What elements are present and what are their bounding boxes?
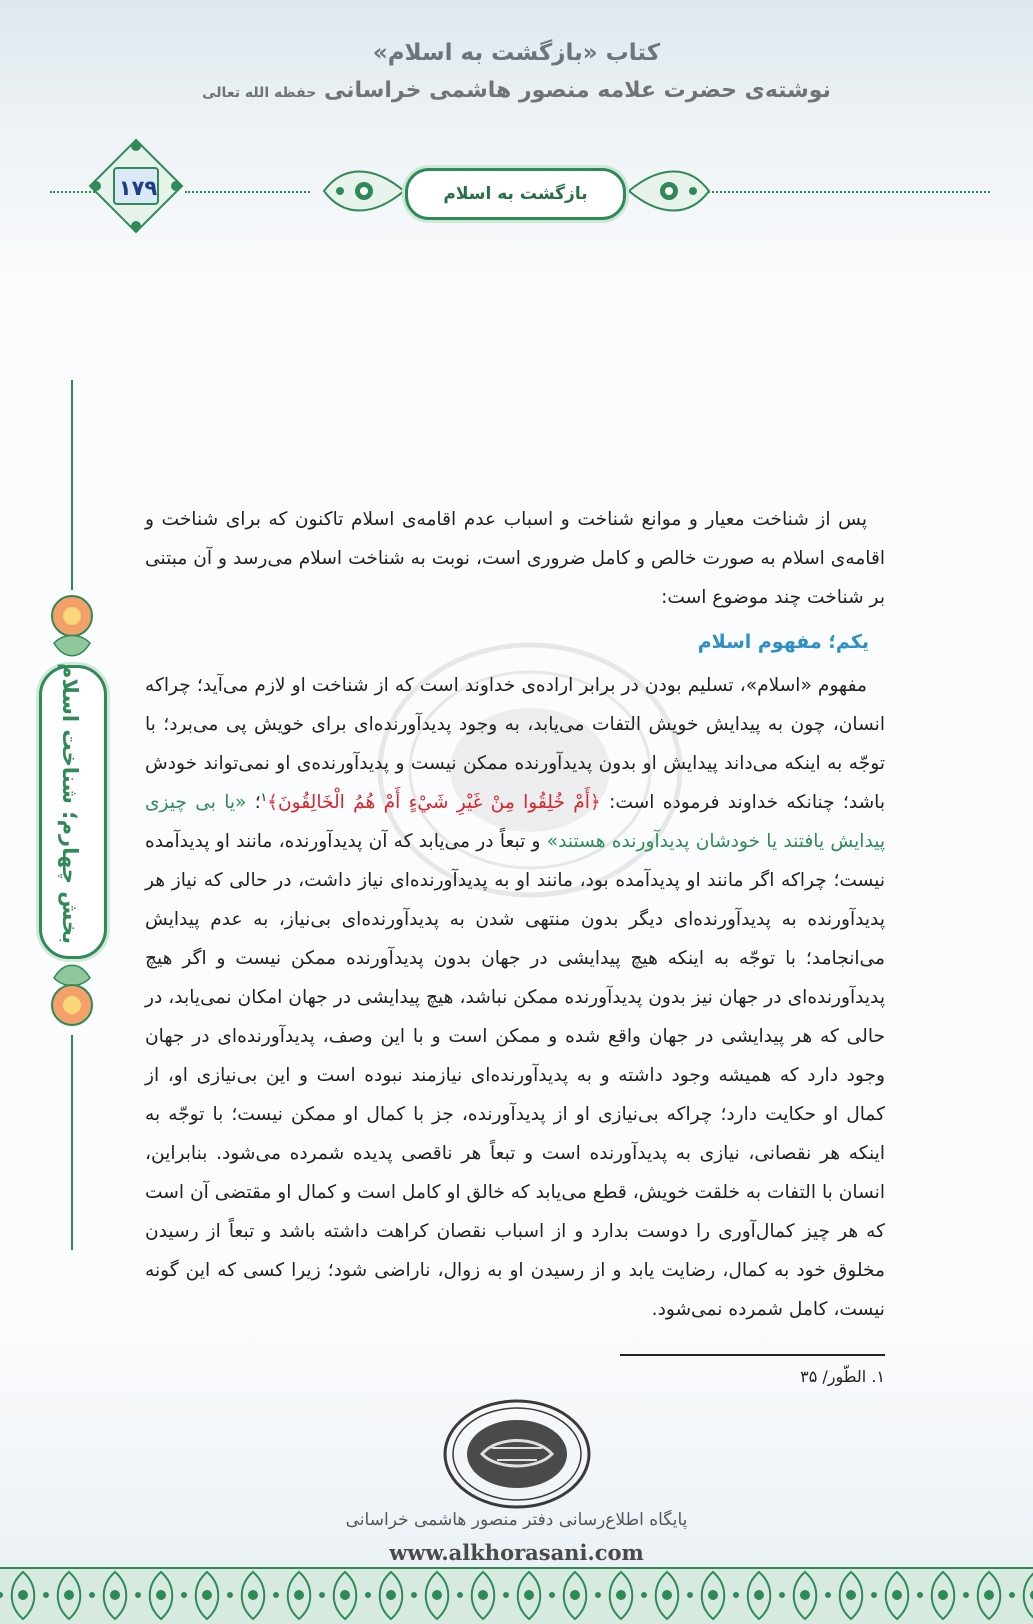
intro-paragraph: پس از شناخت معیار و موانع شناخت و اسباب عدم اقامه‌ی اسلام تاکنون که برای شناخت و اقامه‌ی اسلام به صورت خالص و کامل ضروری است، نوبت به شناخت اسلام می‌رسد و آن مبتنی بر شناخت چند موضوع است: (145, 509, 885, 608)
footnote-separator (620, 1354, 885, 1356)
main-paragraph (145, 666, 885, 1329)
verse-translation: «یا بی چیزی پیدایش یافتند یا خودشان پدیدآورنده هستند» (145, 792, 885, 852)
sidebar-flower-top-icon (44, 588, 100, 668)
paragraph-text-part-2: و تبعاً در می‌یابد که آن پدیدآورنده، مانند او پدیدآمده نیست؛ چراکه اگر مانند او پدیدآمده بود، مانند او به پدیدآورنده‌ای نیاز داشت، در حالی که نیاز هر پدیدآورنده به پدیدآورنده‌ای دیگر بدون منتهی شدن به پدیدآورنده‌ای بی‌نیاز، به عدم پیدایش می‌انجامد؛ با توجّه به اینکه هیچ پیدایشی در جهان بدون پدیدآورنده ممکن نیست و اگر هیچ پدیدآورنده‌ای در جهان نیز بدون پدیدآورنده ممکن نباشد، هیچ پیدایشی در جهان امکان نمی‌یابد، در حالی که هر پیدایشی در جهان واقع شده و ممکن است و با این وصف، پدیدآورنده‌ای در جهان وجود دارد که همیشه وجود داشته و به پدیدآورنده‌ای نیازمند نبوده است و این بی‌نیازی او، از کمال او حکایت دارد؛ چراکه بی‌نیازی او از پدیدآورنده، جز با کمال او ممکن نیست؛ با توجّه به اینکه هر نقصانی، نیازی به پدیدآورنده است و تبعاً هر ناقصی پدیده شمرده می‌شود. بنابراین، انسان با التفات به خلقت خویش، قطع می‌یابد که خالق او کامل است و کمال او مقتضی آن است که هر چیز کمال‌آوری را دوست بدارد و از اسباب نقصان کراهت داشته باشد و تبعاً از رسیدن مخلوق خود به کمال، رضایت یابد و از رسیدن او به زوال، ناراضی شود؛ زیرا کسی که این گونه نیست، کامل شمرده نمی‌شود. (145, 831, 885, 1320)
seal-logo-icon (442, 1398, 592, 1510)
paragraph-text-part-1: مفهوم «اسلام»، تسلیم بودن در برابر اراده‌ی خداوند است که از شناخت او لازم می‌آید؛ چراکه انسان، چون به پیدایش خویش التفات می‌یابد، به وجود پدیدآورنده‌ای برای خویش پی می‌برد؛ با توجّه به اینکه می‌داند پیدایش او بدون پدیدآورنده ممکن نیست و پدیدآورنده‌ی او نمی‌تواند خودش باشد؛ چنانکه خداوند فرموده است: (145, 675, 885, 813)
footnote-reference[interactable]: ۱ (260, 789, 268, 804)
section-title: بازگشت به اسلام (443, 184, 588, 204)
site-persian-name: پایگاه اطلاع‌رسانی دفتر منصور هاشمی خراسانی (345, 1510, 688, 1530)
footer-ornament-band (0, 1567, 1033, 1624)
sidebar-line-top (71, 380, 73, 590)
sidebar-flower-bottom-icon (44, 953, 100, 1033)
section-title-frame (405, 168, 626, 220)
header-dotted-line-middle (185, 191, 310, 193)
separator-text: ؛ (246, 792, 261, 813)
book-title: کتاب «بازگشت به اسلام» (372, 40, 661, 66)
sidebar-line-bottom (71, 1035, 73, 1250)
header-dotted-line-right (700, 191, 990, 193)
author-honorific: حفظه الله تعالی (202, 85, 317, 101)
section-heading: یکم؛ مفهوم اسلام (697, 631, 869, 653)
header-ornament-left-icon (318, 160, 408, 222)
main-text (145, 500, 885, 1329)
footnote: ۱. الطّور/ ۳۵ (800, 1367, 885, 1386)
book-author (0, 78, 1033, 103)
chapter-label: بخش چهارم؛ شناخت اسلام (58, 662, 82, 944)
author-name: نوشته‌ی حضرت علامه منصور هاشمی خراسانی (323, 78, 831, 103)
site-url-link[interactable]: www.alkhorasani.com (389, 1540, 644, 1565)
header-ornament-right-icon (625, 160, 715, 222)
page-number: ۱۷۹ (118, 176, 158, 200)
quran-verse: ﴿أَمْ خُلِقُوا مِنْ غَيْرِ شَيْءٍ أَمْ هُمُ الْخَالِقُونَ﴾ (267, 792, 601, 813)
